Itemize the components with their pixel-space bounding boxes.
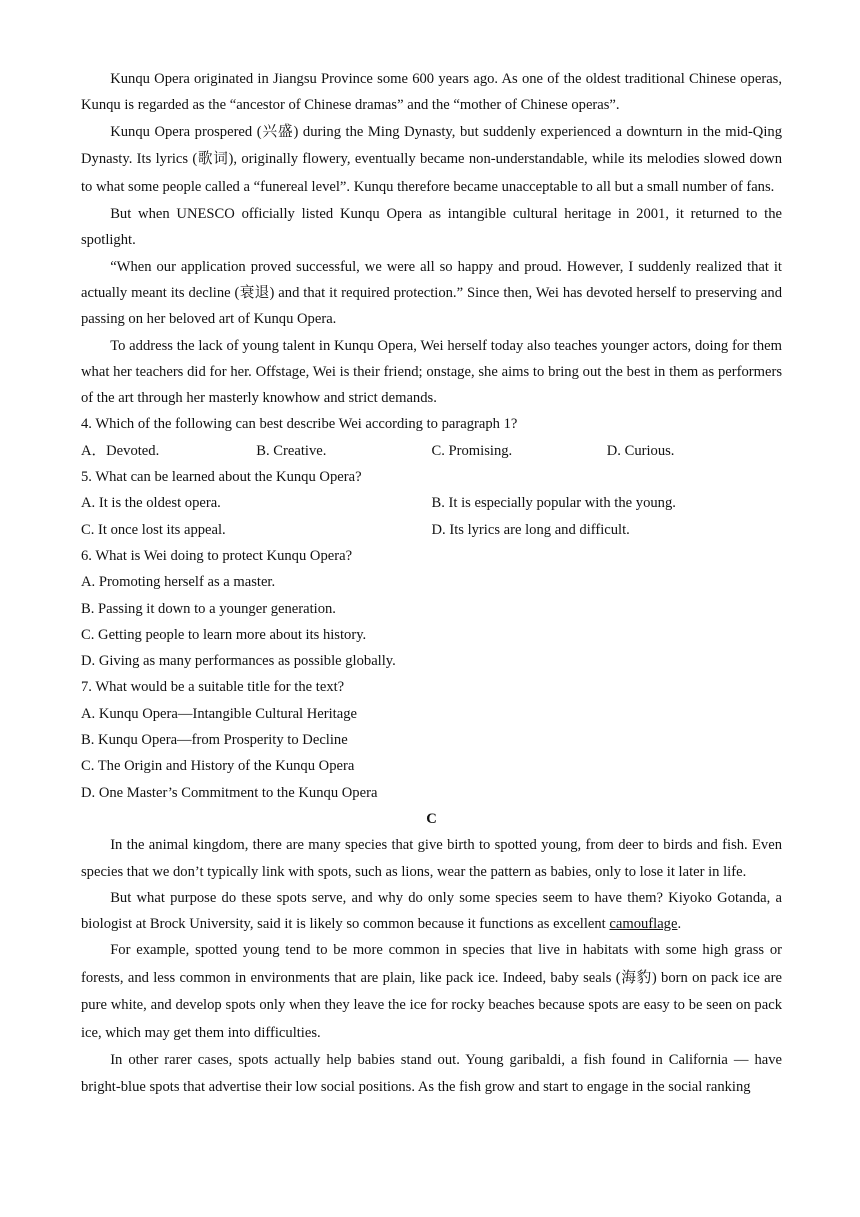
paragraph: For example, spotted young tend to be more common in species that live in habitats with some high grass or forests, and less common in environments that are plain, like pack ice. Indeed, baby seals (海豹) born on pack ice are pure white, and develop spots only when they leave the ice for rocky beaches because spots are easy to be seen on pack ice, which may get them into difficulties. (81, 942, 782, 1041)
underlined-word: camouflage (609, 916, 678, 933)
paragraph-text: But what purpose do these spots serve, and why do only some species seem to have them? Kiyoko Gotanda, a biologist at Brock University, said it is likely so common because it functions as excellent (81, 889, 782, 933)
question-stem: 6. What is Wei doing to protect Kunqu Opera? (81, 547, 353, 564)
option-a: A. It is the oldest opera. (81, 495, 221, 512)
paragraph-text: . (677, 916, 682, 933)
option-b: B. Passing it down to a younger generation. (81, 600, 336, 617)
option-c: C. The Origin and History of the Kunqu Opera (81, 758, 355, 775)
question-stem: 4. Which of the following can best describe Wei according to paragraph 1? (81, 416, 518, 433)
option-a: A. Kunqu Opera—Intangible Cultural Heritage (81, 705, 357, 722)
document-page (81, 66, 782, 1100)
paragraph: Kunqu Opera originated in Jiangsu Province some 600 years ago. As one of the oldest traditional Chinese operas, Kunqu is regarded as the “ancestor of Chinese dramas” and the “mother of Chinese operas”. (81, 71, 782, 114)
question-stem: 7. What would be a suitable title for the text? (81, 679, 345, 696)
option-b: B. It is especially popular with the young. (431, 495, 676, 512)
paragraph: But when UNESCO officially listed Kunqu Opera as intangible cultural heritage in 2001, it returned to the spotlight. (81, 206, 782, 249)
option-d: D. Curious. (606, 442, 675, 459)
question-6 (81, 543, 782, 674)
options-row (81, 517, 782, 543)
option-d: D. One Master’s Commitment to the Kunqu Opera (81, 784, 378, 801)
option-b: B. Creative. (256, 442, 327, 459)
option-d: D. Its lyrics are long and difficult. (431, 521, 630, 538)
paragraph: In the animal kingdom, there are many species that give birth to spotted young, from deer to birds and fish. Even species that we don’t typically link with spots, such as lions, wear the pattern as babies, only to lose it later in life. (81, 837, 782, 880)
paragraph: To address the lack of young talent in Kunqu Opera, Wei herself today also teaches younger actors, doing for them what her teachers did for her. Offstage, Wei is their friend; onstage, she aims to bring out the best in them as performers of the art through her masterly knowhow and strict demands. (81, 337, 782, 407)
passage-b (81, 66, 782, 411)
options-row (81, 438, 782, 464)
question-4 (81, 411, 782, 464)
options-row (81, 490, 782, 516)
option-d: D. Giving as many performances as possible globally. (81, 653, 396, 670)
option-c: C. It once lost its appeal. (81, 521, 226, 538)
paragraph (81, 885, 782, 938)
option-a: A．Devoted. (81, 442, 160, 459)
option-c: C. Promising. (431, 442, 513, 459)
option-c: C. Getting people to learn more about its history. (81, 626, 367, 643)
question-stem: 5. What can be learned about the Kunqu Opera? (81, 469, 362, 486)
paragraph: Kunqu Opera prospered (兴盛) during the Ming Dynasty, but suddenly experienced a downturn in the mid-Qing Dynasty. Its lyrics (歌词), originally flowery, eventually became non-understandable, while its melodies slowed down to what some people called a “funereal level”. Kunqu therefore became unacceptable to all but a small number of fans. (81, 123, 782, 195)
option-b: B. Kunqu Opera—from Prosperity to Decline (81, 732, 348, 749)
question-7 (81, 674, 782, 805)
passage-c (81, 832, 782, 1100)
paragraph: In other rarer cases, spots actually help babies stand out. Young garibaldi, a fish found in California — have bright-blue spots that advertise their low social positions. As the fish grow and start to engage in the social ranking (81, 1052, 782, 1095)
paragraph: “When our application proved successful, we were all so happy and proud. However, I suddenly realized that it actually meant its decline (衰退) and that it required protection.” Since then, Wei has devoted herself to preserving and passing on her beloved art of Kunqu Opera. (81, 258, 782, 328)
question-5 (81, 464, 782, 543)
option-a: A. Promoting herself as a master. (81, 574, 276, 591)
section-heading: C (426, 810, 437, 827)
